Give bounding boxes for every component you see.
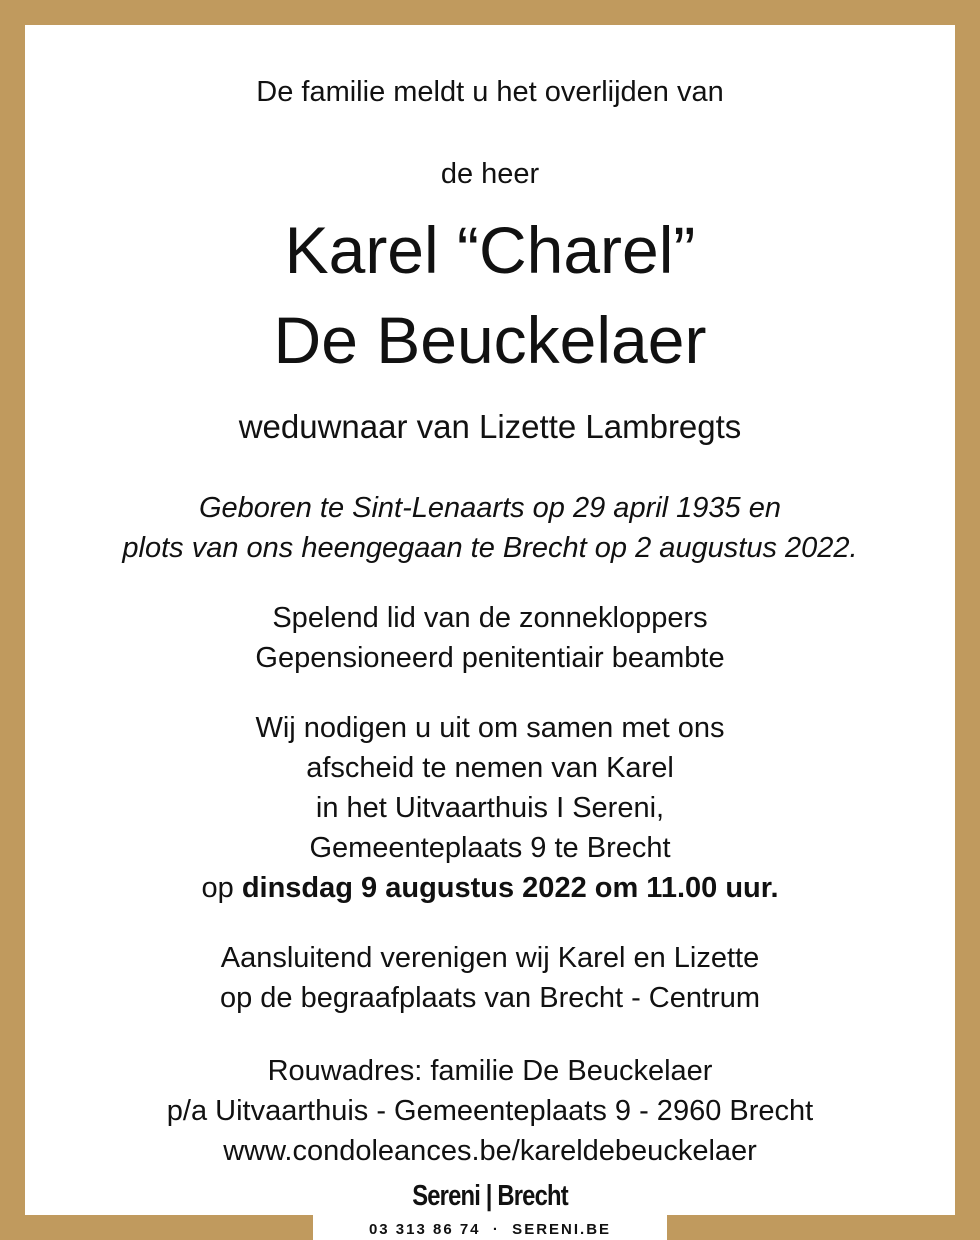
title-text: de heer (440, 158, 540, 190)
invite-line-4: Gemeenteplaats 9 te Brecht (309, 832, 671, 864)
invite-prefix: op (201, 872, 234, 904)
footer-contact: 03 313 86 74 · SERENI.BE (368, 1221, 612, 1238)
invite-line-5 (0, 872, 980, 905)
invite-line-2: afscheid te nemen van Karel (306, 752, 674, 784)
ceremony-datetime: dinsdag 9 augustus 2022 om 11.00 uur. (241, 872, 779, 904)
deceased-name-last: De Beuckelaer (273, 303, 707, 377)
info-line-1: Spelend lid van de zonnekloppers (272, 602, 708, 634)
intro-text: De familie meldt u het overlijden van (256, 76, 724, 108)
deceased-name-first: Karel “Charel” (284, 213, 696, 287)
invite-line-3: in het Uitvaarthuis I Sereni, (315, 792, 665, 824)
address-line-1: Rouwadres: familie De Beuckelaer (267, 1055, 713, 1087)
burial-line-2: op de begraafplaats van Brecht - Centrum (219, 982, 761, 1014)
birth-line-1: Geboren te Sint-Lenaarts op 29 april 1935 en (198, 492, 781, 524)
sereni-logo: Sereni | Brecht (412, 1180, 568, 1212)
burial-line-1: Aansluitend verenigen wij Karel en Lizette (220, 942, 760, 974)
birth-line-2: plots van ons heengegaan te Brecht op 2 augustus 2022. (122, 532, 858, 564)
info-line-2: Gepensioneerd penitentiair beambte (255, 642, 725, 674)
spouse-text: weduwnaar van Lizette Lambregts (238, 408, 742, 445)
invite-line-1: Wij nodigen u uit om samen met ons (255, 712, 725, 744)
address-line-2: p/a Uitvaarthuis - Gemeenteplaats 9 - 2960 Brecht (166, 1095, 814, 1127)
condolence-url[interactable]: www.condoleances.be/kareldebeuckelaer (223, 1135, 757, 1167)
